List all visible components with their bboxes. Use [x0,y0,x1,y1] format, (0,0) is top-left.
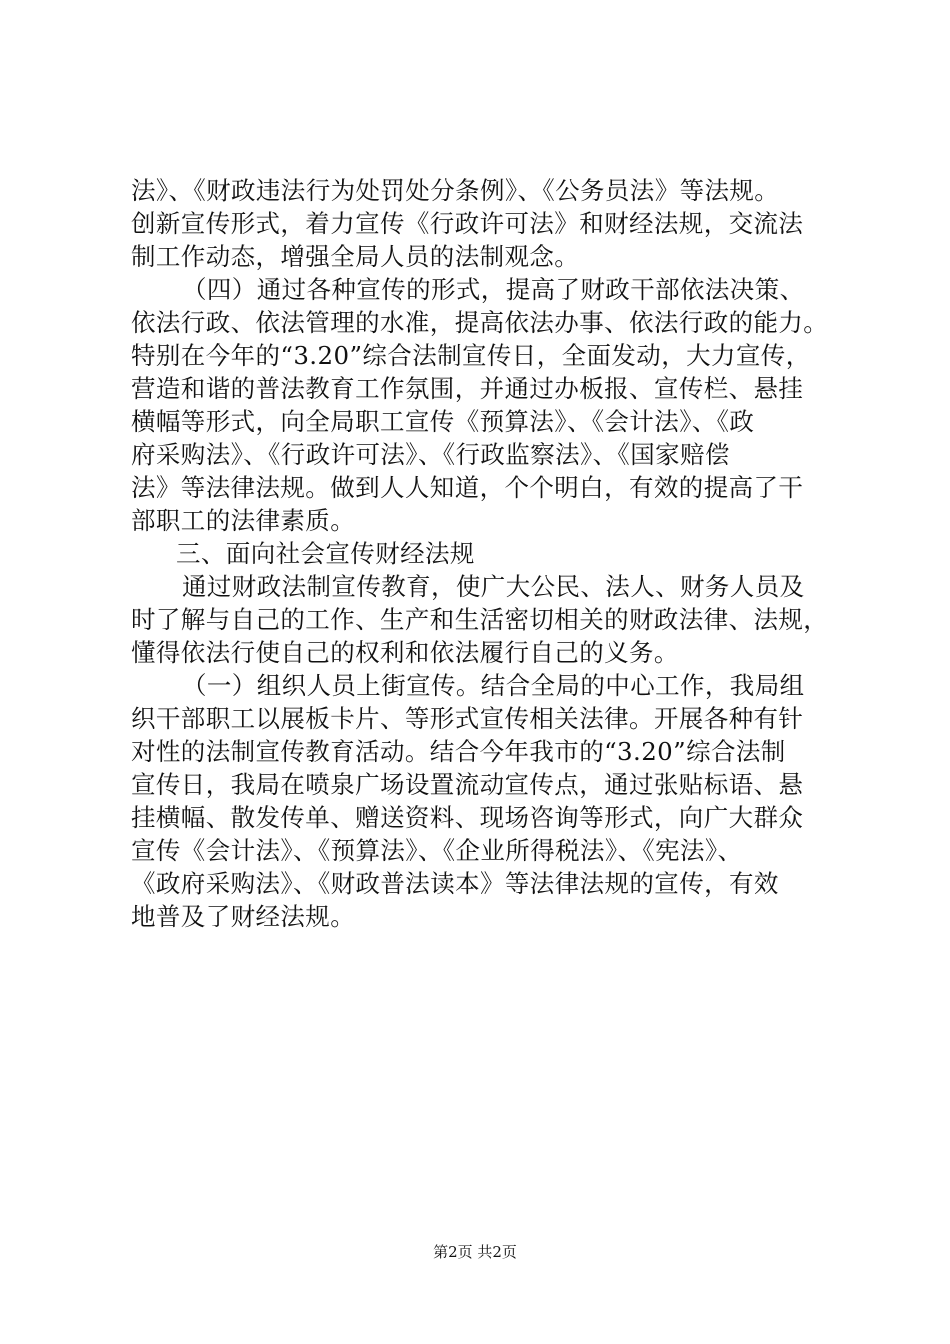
text-line: 制工作动态，增强全局人员的法制观念。 [131,242,580,271]
text-line: 法》、《财政违法行为处罚处分条例》、《公务员法》等法规。 [131,176,780,205]
text-line: 懂得依法行使自己的权利和依法履行自己的义务。 [131,638,679,667]
text-line: 营造和谐的普法教育工作氛围，并通过办板报、宣传栏、悬挂 [131,374,804,403]
text-line: 府采购法》、《行政许可法》、《行政监察法》、《国家赔偿 [131,440,730,469]
text-line: 《政府采购法》、《财政普法读本》等法律法规的宣传，有效 [131,869,779,898]
text-line: 横幅等形式，向全局职工宣传《预算法》、《会计法》、《政 [131,407,755,436]
text-line: 织干部职工以展板卡片、等形式宣传相关法律。开展各种有针 [131,704,804,733]
paragraph-4-first-line: （四）通过各种宣传的形式，提高了财政干部依法决策、 [182,275,805,304]
paragraph-1-first-line: （一）组织人员上街宣传。结合全局的中心工作，我局组 [182,671,805,700]
text-line: 对性的法制宣传教育活动。结合今年我市的“3.20”综合法制 [131,737,786,766]
text-line: 依法行政、依法管理的水准，提高依法办事、依法行政的能力。 [131,308,829,337]
text-line: 地普及了财经法规。 [131,902,356,931]
text-line: 部职工的法律素质。 [131,506,356,535]
text-line: 宣传《会计法》、《预算法》、《企业所得税法》、《宪法》、 [131,836,743,865]
text-line: 特别在今年的“3.20”综合法制宣传日，全面发动，大力宣传， [131,341,811,370]
text-line: 创新宣传形式，着力宣传《行政许可法》和财经法规，交流法 [131,209,804,238]
page-number-footer: 第2页 共2页 [433,1243,517,1261]
text-line: 法》等法律法规。做到人人知道，个个明白，有效的提高了干 [131,473,804,502]
text-line: 宣传日，我局在喷泉广场设置流动宣传点，通过张贴标语、悬 [131,770,804,799]
paragraph-first-line: 通过财政法制宣传教育，使广大公民、法人、财务人员及 [182,572,805,601]
text-line: 挂横幅、散发传单、赠送资料、现场咨询等形式，向广大群众 [131,803,804,832]
text-line: 时了解与自己的工作、生产和生活密切相关的财政法律、法规， [131,605,829,634]
section-heading: 三、面向社会宣传财经法规 [176,539,475,568]
